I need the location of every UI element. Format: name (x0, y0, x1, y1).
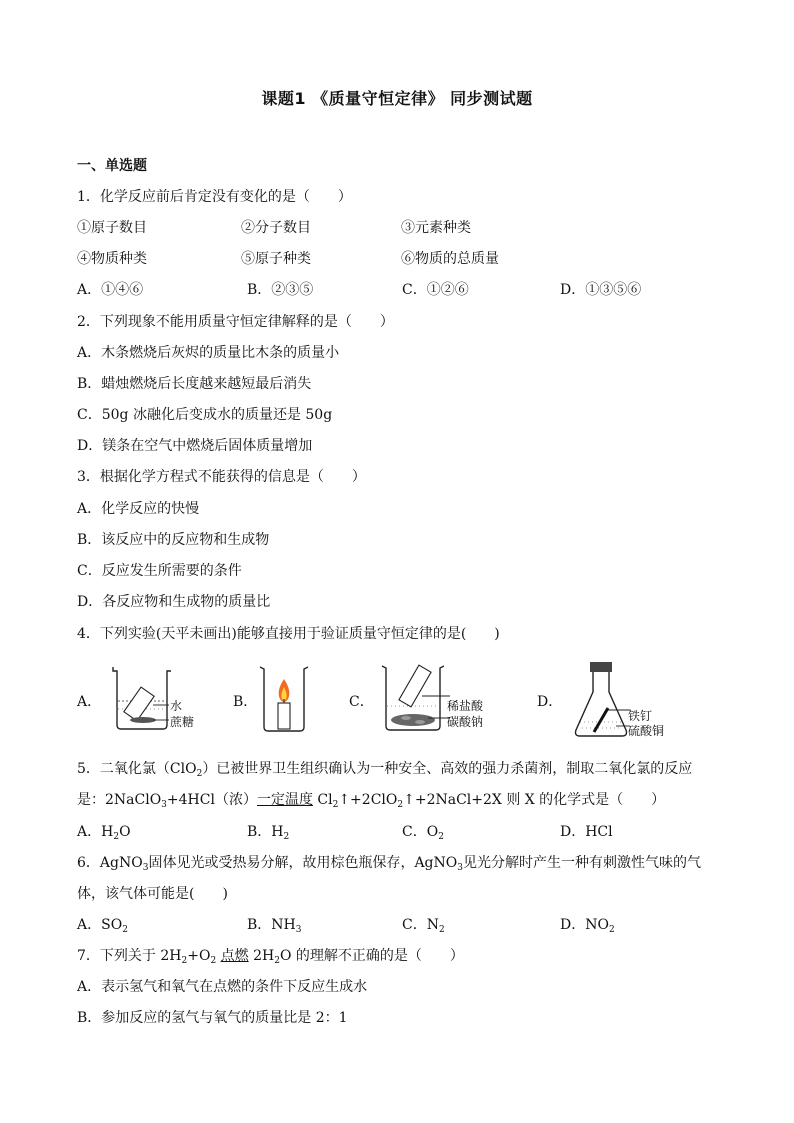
q2-option-b: B．蜡烛燃烧后长度越来越短最后消失 (77, 376, 312, 392)
q4-option-a: A． (77, 694, 102, 710)
q5-option-d: D．HCl (560, 824, 613, 840)
q3-option-d: D．各反应物和生成物的质量比 (77, 594, 271, 610)
q1-item-6: ⑥物质的总质量 (401, 251, 499, 267)
q3-option-c: C．反应发生所需要的条件 (77, 563, 242, 579)
figure-c-acid-carbonate (378, 662, 452, 734)
q7-option-a: A．表示氢气和氧气在点燃的条件下反应生成水 (77, 979, 368, 995)
figure-a-label-sugar: 蔗糖 (170, 715, 195, 729)
figure-c-label-acid: 稀盐酸 (447, 699, 484, 713)
q4-option-d: D． (537, 694, 563, 710)
question-6-stem-cont: 体，该气体可能是( ) (77, 886, 228, 902)
q4-option-c: C． (349, 694, 374, 710)
question-6-stem: 6．AgNO$_3$固体见光或受热易分解，故用棕色瓶保存，AgNO$_3$见光分解时产生一种有刺激性气味的气 (77, 855, 701, 873)
q6-option-c: C．$N_2$ (402, 917, 445, 935)
q2-option-c: C．50g 冰融化后变成水的质量还是 50g (77, 407, 333, 423)
q1-option-b: B．②③⑤ (247, 282, 314, 298)
page-title: 课题1 《质量守恒定律》 同步测试题 (261, 89, 533, 108)
q3-option-a: A．化学反应的快慢 (77, 501, 200, 517)
q1-option-c: C．①②⑥ (402, 282, 469, 298)
question-5-equation: 是：2NaClO$_3$+4HCl（浓）一定温度 $Cl_2↑+2ClO_2↑+2NaCl+2X$ 则 X 的化学式是（ ） (77, 792, 666, 810)
q6-option-d: D．$NO_2$ (560, 917, 615, 935)
q6-option-a: A．$SO_2$ (77, 917, 128, 935)
q1-item-3: ③元素种类 (401, 220, 471, 236)
question-5-stem: 5．二氧化氯（ClO$_2$）已被世界卫生组织确认为一种安全、高效的强力杀菌剂，制取二氧化氯的反应 (77, 761, 693, 779)
figure-d-label-nail: 铁钉 (628, 709, 653, 723)
q1-item-1: ①原子数目 (77, 220, 147, 236)
q5-option-a: A．$H_2O$ (77, 824, 131, 842)
figure-d-label-sulfate: 硫酸铜 (628, 724, 665, 738)
q1-item-2: ②分子数目 (241, 220, 311, 236)
q5-option-c: C．$O_2$ (402, 824, 444, 842)
figure-b-candle-beaker (256, 663, 312, 735)
figure-a-label-water: 水 (170, 699, 183, 713)
q1-option-a: A．①④⑥ (77, 282, 144, 298)
reaction-condition: 一定温度 (256, 792, 313, 808)
q2-option-d: D．镁条在空气中燃烧后固体质量增加 (77, 438, 313, 454)
section-heading: 一、单选题 (77, 158, 147, 174)
question-2-stem: 2．下列现象不能用质量守恒定律解释的是（ ） (77, 314, 394, 330)
q7-option-b: B．参加反应的氢气与氧气的质量比是 2：1 (77, 1010, 348, 1026)
q5-option-b: B．$H_2$ (247, 824, 290, 842)
q4-option-b: B． (233, 694, 258, 710)
question-3-stem: 3．根据化学方程式不能获得的信息是（ ） (77, 469, 366, 485)
q1-item-4: ④物质种类 (77, 251, 147, 267)
figure-c-label-carbonate: 碳酸钠 (447, 715, 484, 729)
question-7-stem: 7．下列关于 $2H_2+O_2$ 点燃 $2H_2O$ 的理解不正确的是（ ） (77, 948, 464, 966)
q1-option-d: D．①③⑤⑥ (560, 282, 642, 298)
q3-option-b: B．该反应中的反应物和生成物 (77, 532, 270, 548)
question-1-stem: 1．化学反应前后肯定没有变化的是（ ） (77, 189, 352, 205)
question-4-stem: 4．下列实验(天平未画出)能够直接用于验证质量守恒定律的是( ) (77, 626, 500, 642)
reaction-condition-ignite: 点燃 (220, 948, 249, 964)
q6-option-b: B．$NH_3$ (247, 917, 302, 935)
q2-option-a: A．木条燃烧后灰烬的质量比木条的质量小 (77, 345, 340, 361)
q1-item-5: ⑤原子种类 (241, 251, 311, 267)
